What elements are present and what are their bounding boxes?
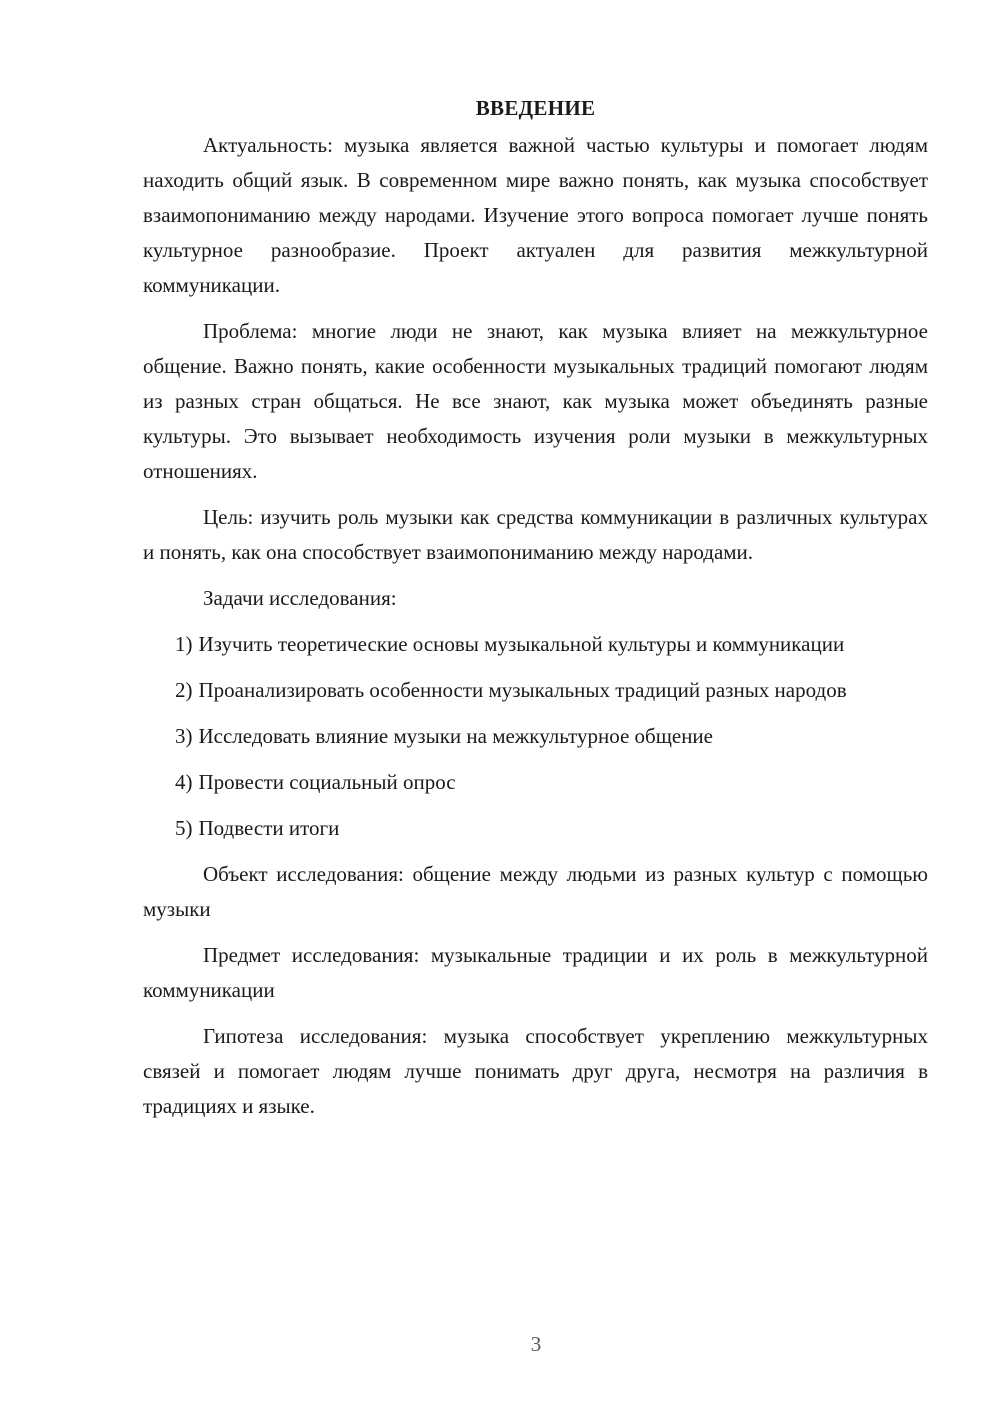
list-item-text: Провести социальный опрос — [198, 770, 456, 794]
goal-paragraph: Цель: изучить роль музыки как средства коммуникации в различных культурах и понять, как она способствует взаимопониманию между народами. — [143, 505, 928, 564]
tasks-heading: Задачи исследования: — [203, 586, 397, 610]
section-title: ВВЕДЕНИЕ — [475, 96, 596, 120]
list-item-number: 3) — [175, 724, 193, 748]
list-item — [143, 765, 928, 800]
tasks-list — [143, 627, 928, 846]
problem-paragraph: Проблема: многие люди не знают, как музыка влияет на межкультурное общение. Важно понять, какие особенности музыкальных традиций помогают людям из разных стран общаться. Не все знают, как музыка может объединять разные культуры. Это вызывает необходимость изучения роли музыки в межкультурных отношениях. — [143, 319, 928, 483]
list-item-number: 2) — [175, 678, 193, 702]
list-item-text: Подвести итоги — [198, 816, 340, 840]
list-item-number: 5) — [175, 816, 193, 840]
document-page — [143, 90, 928, 1135]
list-item-text: Изучить теоретические основы музыкальной культуры и коммуникации — [198, 632, 845, 656]
list-item — [143, 811, 928, 846]
list-item-number: 4) — [175, 770, 193, 794]
hypothesis-paragraph: Гипотеза исследования: музыка способствует укреплению межкультурных связей и помогает людям лучше понимать друг друга, несмотря на различия в традициях и языке. — [143, 1024, 928, 1118]
object-paragraph: Объект исследования: общение между людьми из разных культур с помощью музыки — [143, 862, 928, 921]
list-item — [143, 627, 928, 662]
list-item-text: Проанализировать особенности музыкальных традиций разных народов — [198, 678, 847, 702]
list-item — [143, 673, 928, 708]
list-item-number: 1) — [175, 632, 193, 656]
list-item-text: Исследовать влияние музыки на межкультурное общение — [198, 724, 713, 748]
relevance-paragraph: Актуальность: музыка является важной частью культуры и помогает людям находить общий язык. В современном мире важно понять, как музыка способствует взаимопониманию между народами. Изучение этого вопроса помогает лучше понять культурное разнообразие. Проект актуален для развития межкультурной коммуникации. — [143, 133, 928, 297]
list-item — [143, 719, 928, 754]
subject-paragraph: Предмет исследования: музыкальные традиции и их роль в межкультурной коммуникации — [143, 943, 928, 1002]
page-number: 3 — [530, 1332, 542, 1356]
